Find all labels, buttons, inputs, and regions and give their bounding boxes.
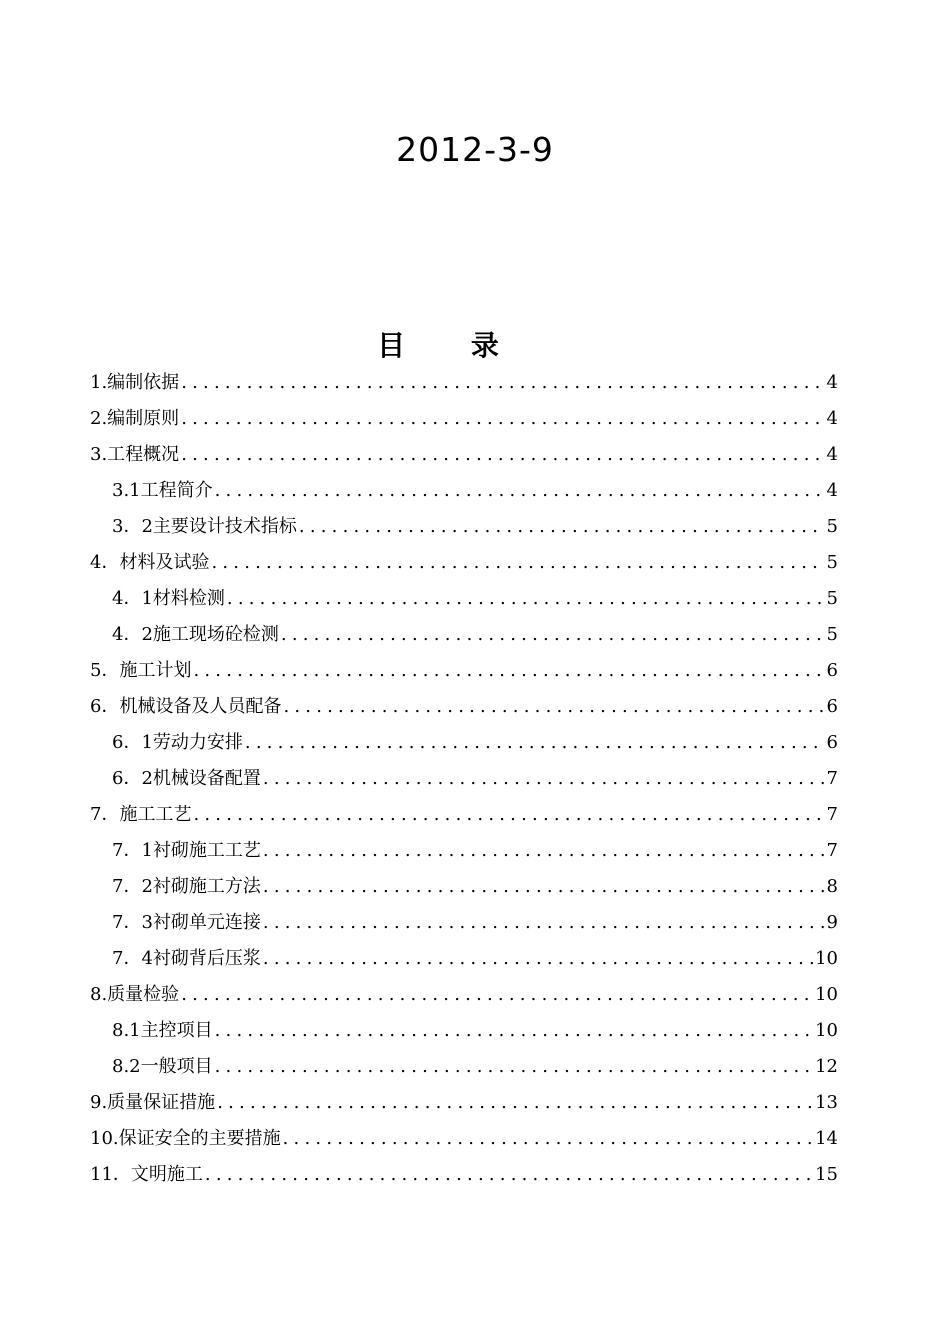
toc-entry-label: 4．材料及试验 [90,552,210,573]
toc-entry-label: 8.1主控项目 [112,1020,213,1041]
toc-entry-label: 1.编制依据 [90,372,180,393]
toc-entry[interactable] [90,437,838,473]
cover-date: 2012-3-9 [396,130,554,169]
toc-dot-leader [263,761,825,797]
toc-entry[interactable] [90,509,838,545]
toc-dot-leader [263,869,825,905]
toc-entry-page: 5 [826,516,838,537]
toc-entry-page: 10 [815,1020,838,1041]
toc-entry-page: 7 [826,804,838,825]
toc-entry-label: 10.保证安全的主要措施 [90,1128,281,1149]
toc-dot-leader [215,1013,813,1049]
toc-entry-label: 3．2主要设计技术指标 [112,516,297,537]
toc-entry[interactable] [90,833,838,869]
toc-entry-label: 6．2机械设备配置 [112,768,261,789]
toc-entry-label: 4．2施工现场砼检测 [112,624,279,645]
toc-entry-label: 6．机械设备及人员配备 [90,696,282,717]
toc-entry-page: 10 [815,948,838,969]
toc-entry[interactable] [90,1013,838,1049]
toc-entry[interactable] [90,797,838,833]
toc-entry-page: 4 [826,444,838,465]
toc-dot-leader [217,1085,813,1121]
toc-entry-label: 6．1劳动力安排 [112,732,243,753]
toc-entry-label: 5．施工计划 [90,660,192,681]
toc-dot-leader [181,977,813,1013]
toc-dot-leader [263,833,825,869]
toc-entry-label: 9.质量保证措施 [90,1092,216,1113]
toc-dot-leader [181,401,824,437]
toc-entry[interactable] [90,617,838,653]
toc-entry-page: 12 [815,1056,838,1077]
toc-dot-leader [283,689,824,725]
toc-entry-label: 3.工程概况 [90,444,180,465]
toc-entry[interactable] [90,941,838,977]
toc-dot-leader [263,941,813,977]
toc-dot-leader [205,1157,813,1193]
toc-entry[interactable] [90,581,838,617]
toc-entry[interactable] [90,905,838,941]
toc-dot-leader [193,653,824,689]
toc-entry[interactable] [90,473,838,509]
toc-entry-page: 5 [826,624,838,645]
toc-entry[interactable] [90,725,838,761]
toc-entry[interactable] [90,689,838,725]
toc-entry[interactable] [90,545,838,581]
toc-entry-page: 8 [826,876,838,897]
toc-entry-label: 3.1工程简介 [112,480,213,501]
toc-entry-page: 4 [826,372,838,393]
toc-entry[interactable] [90,1049,838,1085]
toc-entry-label: 8.质量检验 [90,984,180,1005]
toc-dot-leader [215,1049,813,1085]
toc-entry-page: 9 [826,912,838,933]
toc-entry[interactable] [90,653,838,689]
toc-entry[interactable] [90,1157,838,1193]
toc-dot-leader [245,725,825,761]
toc-entry-label: 11．文明施工 [90,1164,203,1185]
toc-dot-leader [215,473,825,509]
toc-entry[interactable] [90,761,838,797]
toc-entry-page: 13 [815,1092,838,1113]
toc-dot-leader [211,545,824,581]
toc-entry-label: 8.2一般项目 [112,1056,213,1077]
toc-entry-label: 7．施工工艺 [90,804,192,825]
toc-dot-leader [227,581,825,617]
toc-dot-leader [299,509,825,545]
toc-entry-page: 10 [815,984,838,1005]
toc-entry-page: 6 [826,732,838,753]
toc-entry-page: 5 [826,588,838,609]
toc-entry[interactable] [90,977,838,1013]
toc-entry-page: 14 [815,1128,838,1149]
toc-dot-leader [181,365,824,401]
toc-entry-label: 7．4衬砌背后压浆 [112,948,261,969]
toc-entry[interactable] [90,401,838,437]
toc-entry-label: 7．1衬砌施工工艺 [112,840,261,861]
toc-entry-label: 4．1材料检测 [112,588,225,609]
toc-entry-label: 7．2衬砌施工方法 [112,876,261,897]
toc-entry[interactable] [90,869,838,905]
toc-dot-leader [263,905,825,941]
toc-entry-page: 7 [826,768,838,789]
toc-dot-leader [281,617,825,653]
toc-entry-page: 7 [826,840,838,861]
table-of-contents [90,365,838,1193]
toc-entry-label: 2.编制原则 [90,408,180,429]
toc-entry-page: 6 [826,660,838,681]
toc-dot-leader [181,437,824,473]
toc-dot-leader [193,797,824,833]
toc-dot-leader [283,1121,813,1157]
toc-entry-label: 7．3衬砌单元连接 [112,912,261,933]
toc-entry-page: 15 [815,1164,838,1185]
toc-entry-page: 4 [826,408,838,429]
toc-title: 目 录 [377,329,527,362]
toc-entry-page: 5 [826,552,838,573]
toc-entry-page: 6 [826,696,838,717]
toc-entry[interactable] [90,1121,838,1157]
toc-entry[interactable] [90,365,838,401]
toc-entry-page: 4 [826,480,838,501]
toc-entry[interactable] [90,1085,838,1121]
